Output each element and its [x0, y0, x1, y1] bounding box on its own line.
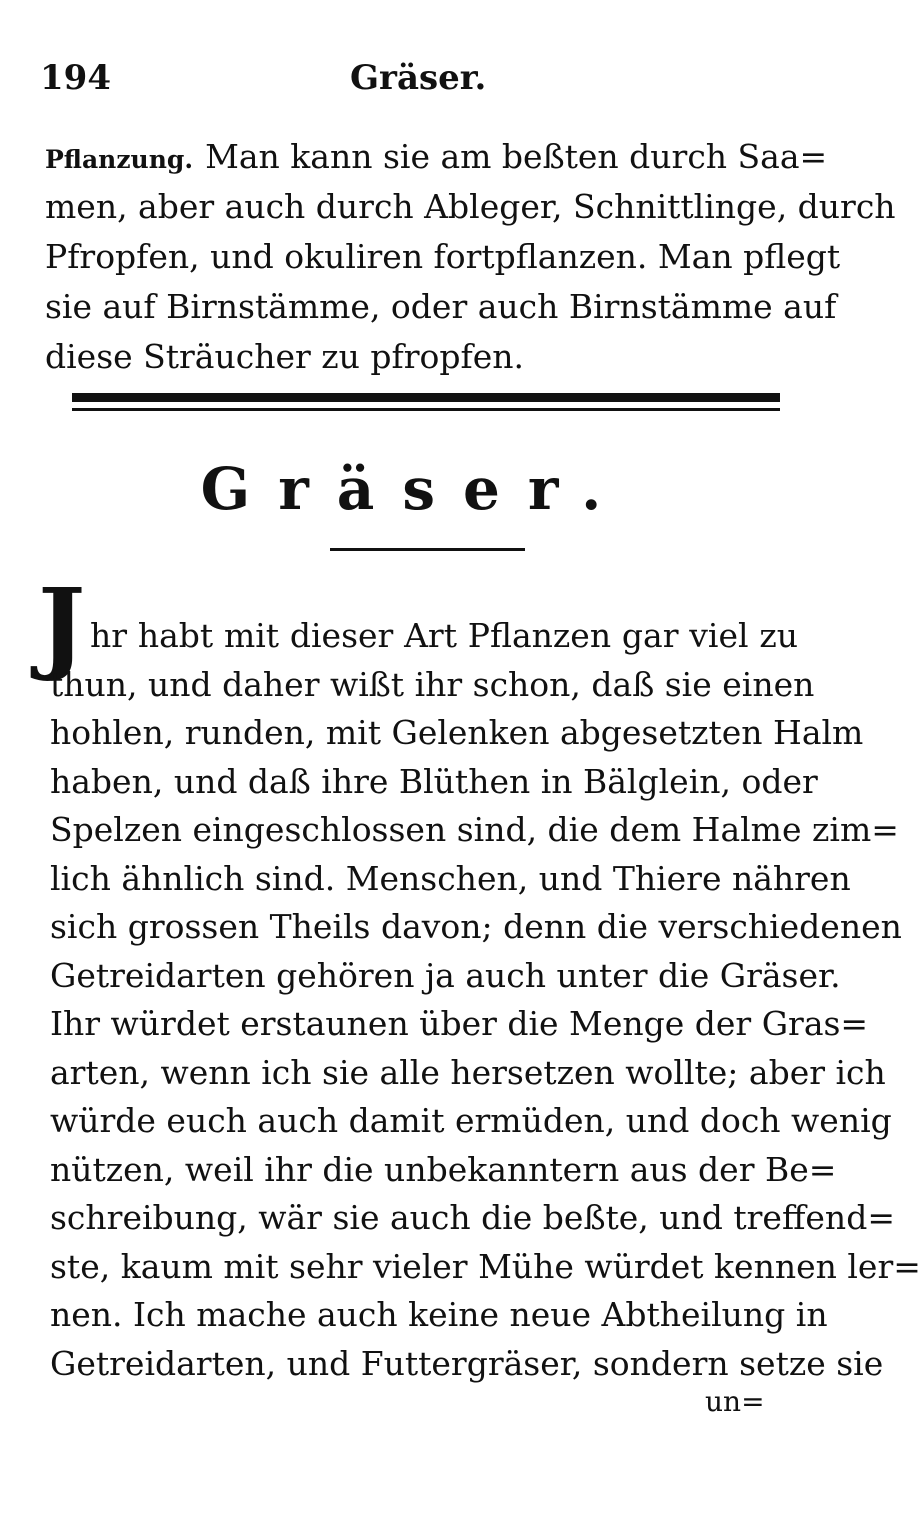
text-line: sich grossen Theils davon; denn die verschiedenen — [50, 907, 902, 946]
text-line: Pfropfen, und okuliren fortpflanzen. Man pflegt — [45, 237, 841, 276]
text-line: Ihr würdet erstaunen über die Menge der Gras= — [50, 1004, 869, 1043]
text-line: Getreidarten gehören ja auch unter die Gräser. — [50, 955, 841, 995]
page-number: 194 — [40, 58, 111, 98]
running-header — [40, 58, 800, 108]
text-line: sie auf Birnstämme, oder auch Birnstämme auf — [45, 287, 837, 326]
text-line: ste, kaum mit sehr vieler Mühe würdet kennen ler= — [50, 1246, 921, 1286]
text-line: Getreidarten, und Futtergräser, sondern setze sie — [50, 1343, 884, 1383]
intro-paragraph — [45, 132, 896, 382]
section-title: Gräser. — [200, 455, 630, 523]
text-line: diese Sträucher zu pfropfen. — [45, 337, 524, 376]
text-line: würde euch auch damit ermüden, und doch wenig — [50, 1101, 892, 1140]
section-rule-thick — [72, 393, 780, 402]
text-line: thun, und daher wißt ihr schon, daß sie einen — [50, 664, 815, 704]
text-line: men, aber auch durch Ableger, Schnittlinge, durch — [45, 187, 896, 226]
text-line: nen. Ich mache auch keine neue Abtheilung in — [50, 1295, 828, 1334]
text-line: lich ähnlich sind. Menschen, und Thiere nähren — [50, 858, 851, 898]
catchword: un= — [705, 1385, 765, 1418]
text-line: hr habt mit dieser Art Pflanzen gar viel zu — [90, 616, 798, 655]
text-line: hohlen, runden, mit Gelenken abgesetzten Halm — [50, 713, 864, 752]
text-line: arten, wenn ich sie alle hersetzen wollte; aber ich — [50, 1052, 886, 1092]
section-rule-thin — [72, 408, 780, 411]
text-line: nützen, weil ihr die unbekanntern aus der Be= — [50, 1149, 837, 1189]
side-heading: Pflanzung. — [45, 145, 194, 174]
text-line: schreibung, wär sie auch die beßte, und treffend= — [50, 1198, 895, 1237]
text-line: Pflanzung. Man kann sie am beßten durch Saa= — [45, 137, 828, 176]
body-paragraph — [50, 612, 921, 1388]
drop-cap: J — [38, 566, 86, 684]
text-line: haben, und daß ihre Blüthen in Bälglein, oder — [50, 761, 818, 801]
text-line: Spelzen eingeschlossen sind, die dem Halme zim= — [50, 810, 899, 849]
title-underline — [330, 548, 525, 551]
running-title: Gräser. — [350, 58, 487, 98]
